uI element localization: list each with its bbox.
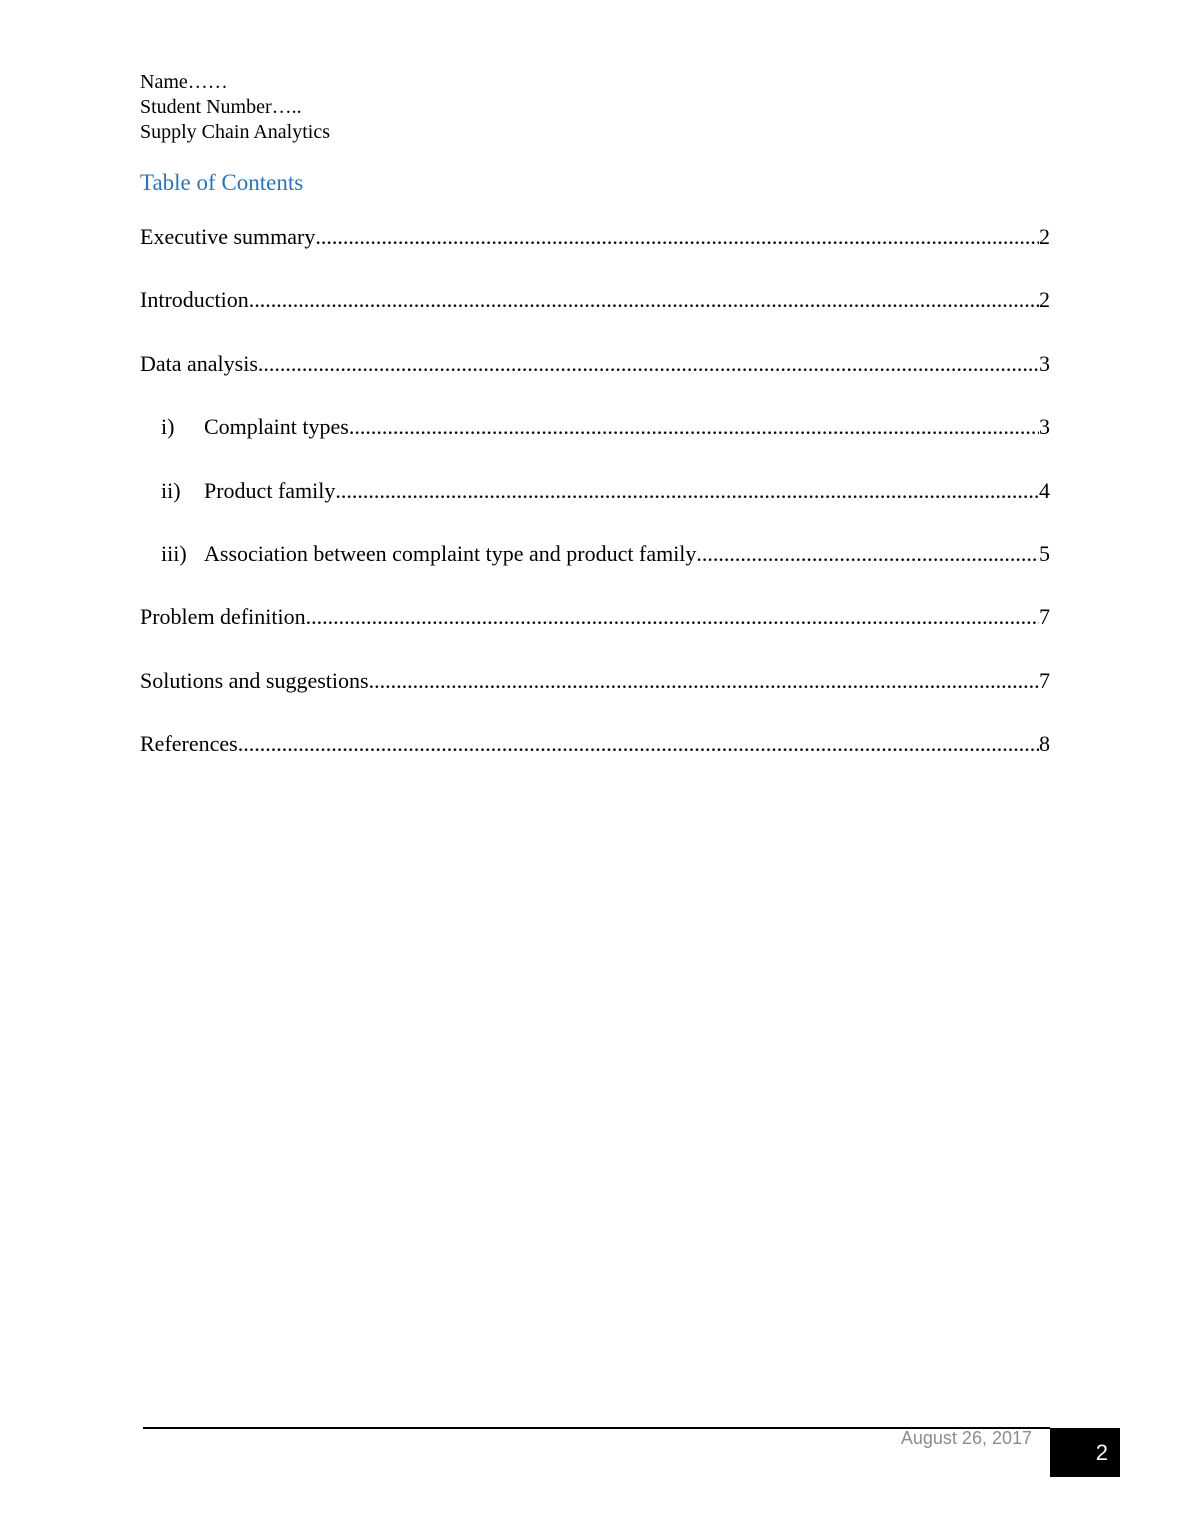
toc-dot-leader (238, 729, 1039, 759)
toc-entry-label: Executive summary (140, 224, 316, 249)
toc-entry-product-family[interactable] (140, 476, 1050, 506)
toc-entry-references[interactable] (140, 729, 1050, 759)
toc-entry-page: 4 (1039, 477, 1050, 503)
toc-entry-problem-definition[interactable] (140, 602, 1050, 632)
toc-dot-leader (696, 539, 1039, 569)
toc-entry-label: Solutions and suggestions (140, 667, 369, 693)
toc-entry-solutions[interactable] (140, 666, 1050, 696)
footer-page-box (1050, 1428, 1120, 1477)
toc-entry-page: 3 (1039, 414, 1050, 440)
footer-date: August 26, 2017 (900, 1428, 1032, 1448)
toc-dot-leader (335, 476, 1039, 506)
toc-entry-association[interactable] (140, 539, 1050, 569)
toc-entry-label: Complaint types (204, 414, 349, 440)
footer-page-number: 2 (1095, 1440, 1108, 1465)
toc-entry-label: Problem definition (140, 604, 306, 630)
toc-entry-page: 7 (1039, 667, 1050, 693)
toc-entry-page: 2 (1039, 287, 1050, 313)
table-of-contents (140, 222, 1050, 793)
toc-entry-introduction[interactable] (140, 285, 1050, 315)
course-title: Supply Chain Analytics (140, 121, 330, 143)
student-number: Student Number….. (140, 96, 302, 118)
toc-entry-executive-summary[interactable] (140, 222, 1050, 252)
toc-entry-number: iii) (161, 540, 187, 566)
toc-entry-page: 7 (1039, 604, 1050, 630)
document-header (140, 70, 330, 145)
toc-entry-label: Introduction (140, 287, 249, 313)
toc-dot-leader (306, 602, 1039, 632)
toc-entry-label: Data analysis (140, 350, 258, 376)
toc-dot-leader (249, 285, 1039, 315)
toc-entry-page: 2 (1039, 224, 1050, 249)
toc-dot-leader (315, 222, 1039, 252)
toc-entry-data-analysis[interactable] (140, 349, 1050, 379)
toc-entry-page: 3 (1039, 350, 1050, 376)
toc-entry-page: 8 (1039, 731, 1050, 757)
toc-entry-label: Association between complaint type and product family (204, 540, 697, 566)
toc-entry-label: References (140, 731, 238, 757)
toc-entry-page: 5 (1039, 540, 1050, 566)
toc-entry-label: Product family (204, 477, 336, 503)
toc-dot-leader (258, 349, 1039, 379)
toc-heading: Table of Contents (140, 170, 304, 195)
toc-entry-number: i) (161, 414, 175, 440)
student-name: Name…… (140, 71, 228, 93)
toc-dot-leader (349, 412, 1039, 442)
toc-dot-leader (369, 666, 1039, 696)
toc-entry-complaint-types[interactable] (140, 412, 1050, 442)
toc-entry-number: ii) (161, 477, 181, 503)
